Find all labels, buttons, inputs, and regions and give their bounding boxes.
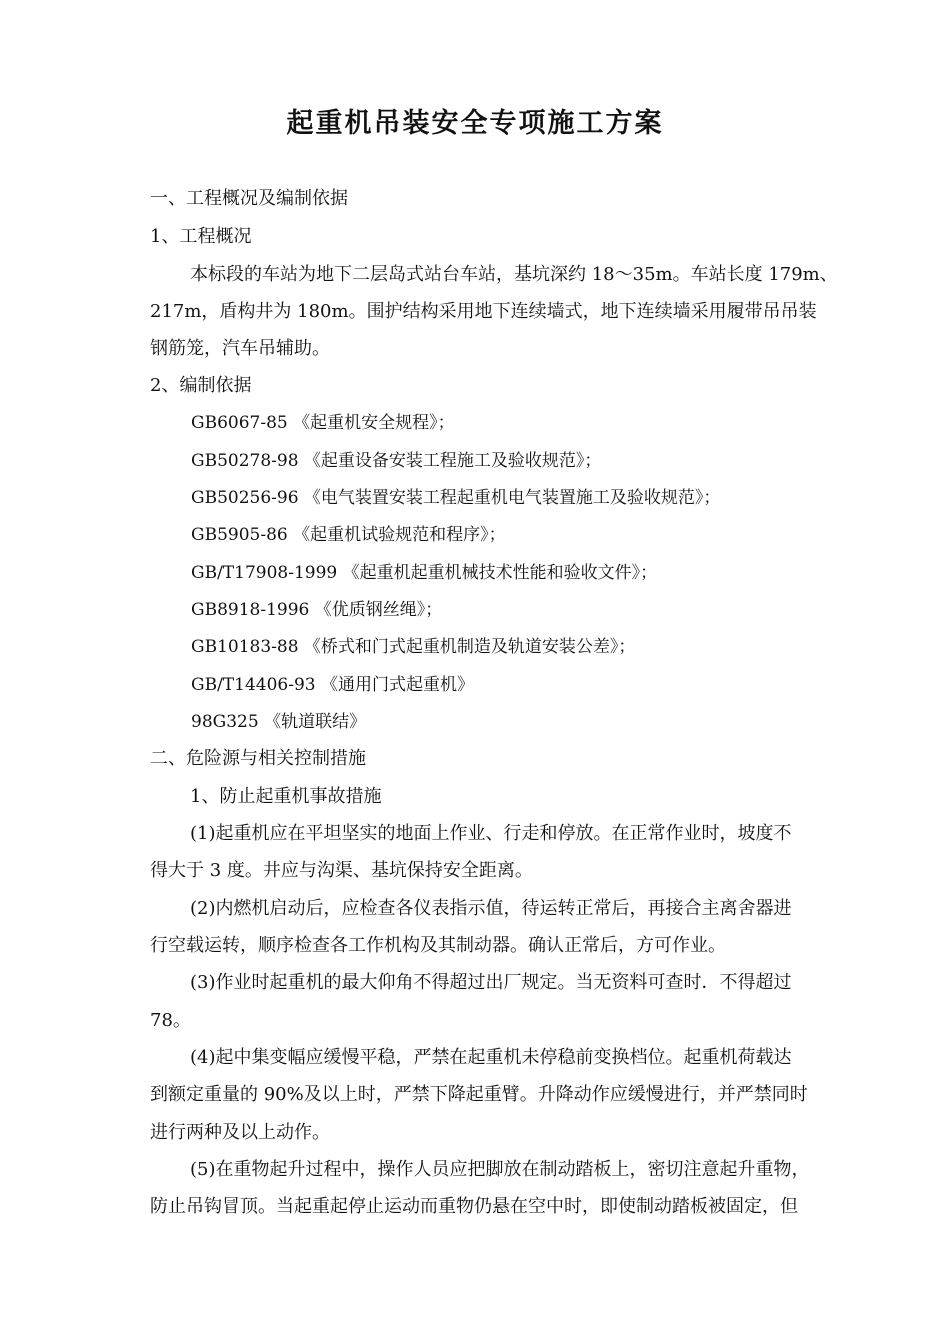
paragraph-line: (5)在重物起升过程中，操作人员应把脚放在制动踏板上，密切注意起升重物， bbox=[190, 1159, 810, 1180]
subsection-heading-1-2: 2、编制依据 bbox=[150, 375, 252, 396]
paragraph-line: 进行两种及以上动作。 bbox=[150, 1122, 330, 1143]
paragraph-line: 78。 bbox=[150, 1010, 191, 1031]
reference-item: GB50256-96 《电气装置安装工程起重机电气装置施工及验收规范》； bbox=[191, 488, 721, 508]
paragraph-line: (4)起中集变幅应缓慢平稳，严禁在起重机未停稳前变换档位。起重机荷载达 bbox=[190, 1047, 792, 1068]
subsection-heading-1-1: 1、工程概况 bbox=[150, 226, 252, 247]
reference-item: GB8918-1996 《优质钢丝绳》； bbox=[191, 600, 443, 620]
paragraph-line: (3)作业时起重机的最大仰角不得超过出厂规定。当无资料可查时．不得超过 bbox=[190, 972, 792, 993]
paragraph-line: 到额定重量的 90%及以上时，严禁下降起重臂。升降动作应缓慢进行，并严禁同时 bbox=[150, 1084, 808, 1105]
reference-item: 98G325 《轨道联结》 bbox=[191, 712, 367, 732]
section-heading-2: 二、危险源与相关控制措施 bbox=[150, 748, 366, 769]
reference-item: GB10183-88 《桥式和门式起重机制造及轨道安装公差》； bbox=[191, 637, 636, 657]
paragraph-line: 217m，盾构井为 180m。围护结构采用地下连续墙式，地下连续墙采用履带吊吊装 bbox=[150, 301, 817, 322]
paragraph-line: (2)内燃机启动后，应检查各仪表指示值，待运转正常后，再接合主离舍器进 bbox=[190, 898, 792, 919]
reference-item: GB/T14406-93 《通用门式起重机》 bbox=[191, 675, 474, 695]
paragraph-line: 得大于 3 度。井应与沟渠、基坑保持安全距离。 bbox=[150, 860, 533, 881]
paragraph-line: 防止吊钩冒顶。当起重起停止运动而重物仍悬在空中时，即使制动踏板被固定，但 bbox=[150, 1196, 798, 1217]
reference-item: GB5905-86 《起重机试验规范和程序》； bbox=[191, 525, 506, 545]
subsection-heading-2-1: 1、防止起重机事故措施 bbox=[190, 786, 382, 807]
section-heading-1: 一、工程概况及编制依据 bbox=[150, 188, 348, 209]
reference-item: GB/T17908-1999 《起重机起重机械技术性能和验收文件》； bbox=[191, 563, 658, 583]
paragraph-line: 钢筋笼，汽车吊辅助。 bbox=[150, 338, 330, 359]
paragraph-line: 行空载运转，顺序检查各工作机构及其制动器。确认正常后，方可作业。 bbox=[150, 935, 726, 956]
reference-item: GB6067-85 《起重机安全规程》； bbox=[191, 413, 455, 433]
document-title: 起重机吊装安全专项施工方案 bbox=[286, 108, 664, 139]
paragraph-line: 本标段的车站为地下二层岛式站台车站，基坑深约 18～35m。车站长度 179m、 bbox=[190, 264, 838, 285]
paragraph-line: (1)起重机应在平坦坚实的地面上作业、行走和停放。在正常作业时，坡度不 bbox=[190, 823, 792, 844]
reference-item: GB50278-98 《起重设备安装工程施工及验收规范》； bbox=[191, 451, 602, 471]
